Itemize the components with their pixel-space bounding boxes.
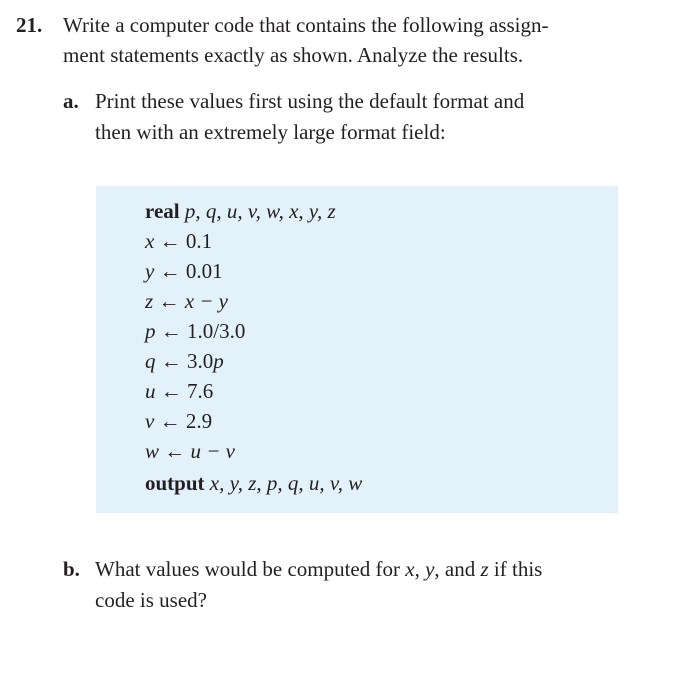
lhs-variable: y	[145, 259, 155, 283]
part-b-line-2: code is used?	[95, 588, 207, 612]
lhs-variable: x	[145, 229, 155, 253]
part-b-label: b.	[63, 557, 80, 581]
part-b-text	[95, 554, 625, 616]
rhs-value: 0.1	[185, 229, 213, 253]
code-line-assign-v	[145, 407, 212, 435]
var-x: x	[405, 557, 415, 581]
part-a-line-2: then with an extremely large format field:	[95, 120, 446, 144]
rhs-value: 7.6	[187, 379, 214, 403]
code-line-assign-q	[145, 347, 224, 375]
code-line-assign-w	[145, 437, 235, 465]
code-line-declaration	[145, 197, 336, 225]
lhs-variable: q	[145, 349, 156, 373]
code-line-assign-z	[145, 287, 228, 315]
code-line-assign-y	[145, 257, 223, 285]
assign-arrow: ←	[154, 409, 186, 433]
code-line-assign-p	[145, 317, 245, 345]
lhs-variable: p	[145, 319, 156, 343]
var-z: z	[480, 557, 489, 581]
lhs-variable: u	[145, 379, 156, 403]
rhs-value: 0.01	[185, 259, 223, 283]
code-line-output	[145, 469, 362, 497]
rhs-expression: u − v	[190, 439, 236, 463]
lhs-variable: v	[145, 409, 155, 433]
keyword-output: output	[145, 471, 205, 495]
keyword-real: real	[145, 199, 180, 223]
problem-line-1: Write a computer code that contains the following assign-	[63, 13, 549, 37]
code-line-assign-x	[145, 227, 212, 255]
rhs-expression: x − y	[184, 289, 228, 313]
assign-arrow: ←	[155, 349, 187, 373]
separator: , and	[434, 557, 481, 581]
separator: ,	[414, 557, 426, 581]
rhs-value: 1.0/3.0	[187, 319, 246, 343]
part-b-line-1	[95, 554, 625, 585]
rhs-value: 2.9	[185, 409, 213, 433]
assign-arrow: ←	[159, 439, 191, 463]
output-variables: x, y, z, p, q, u, v, w	[204, 471, 363, 495]
assign-arrow: ←	[154, 259, 186, 283]
code-line-assign-u	[145, 377, 213, 405]
lhs-variable: z	[145, 289, 154, 313]
assign-arrow: ←	[153, 289, 185, 313]
assign-arrow: ←	[154, 229, 186, 253]
rhs-variable: p	[213, 349, 224, 373]
part-a-label: a.	[63, 89, 79, 113]
part-a-line-1: Print these values first using the default format and	[95, 89, 525, 113]
lhs-variable: w	[145, 439, 160, 463]
problem-statement	[63, 10, 623, 70]
part-b-text-post: if this	[488, 557, 543, 581]
part-b-text-pre: What values would be computed for	[95, 557, 406, 581]
problem-number: 21.	[16, 13, 43, 37]
problem-line-2: ment statements exactly as shown. Analyze the results.	[63, 43, 524, 67]
assign-arrow: ←	[155, 319, 187, 343]
assign-arrow: ←	[155, 379, 187, 403]
rhs-number: 3.0	[187, 349, 214, 373]
part-a-text	[95, 86, 625, 148]
var-y: y	[425, 557, 435, 581]
declared-variables: p, q, u, v, w, x, y, z	[179, 199, 336, 223]
